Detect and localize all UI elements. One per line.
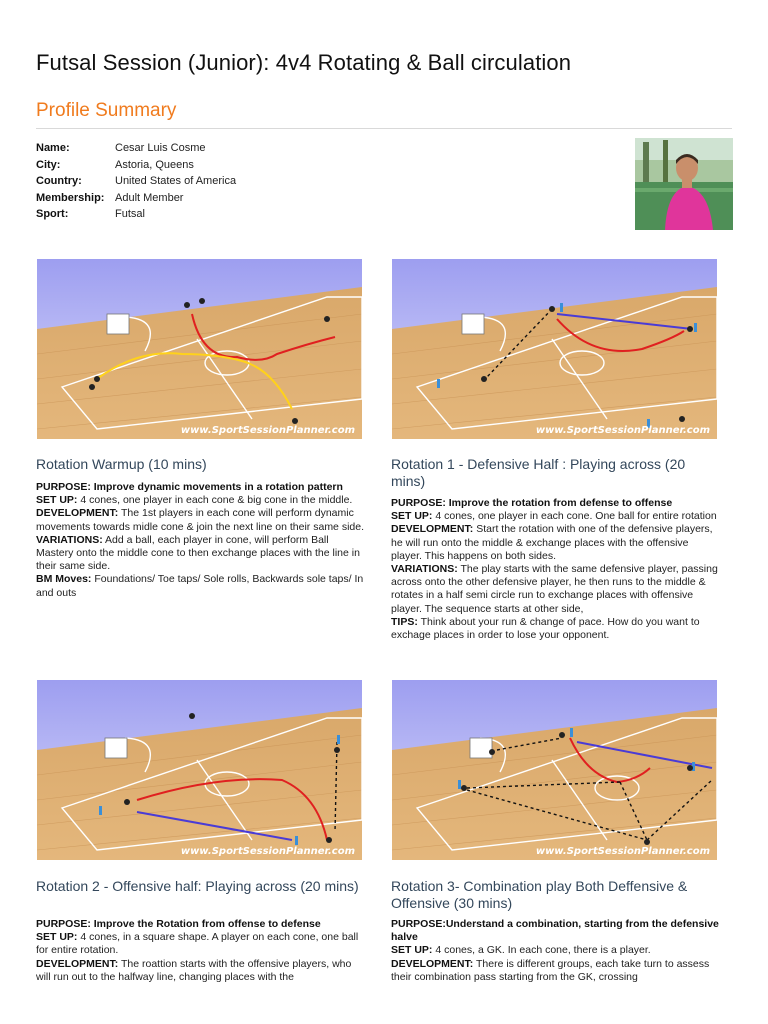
purpose-label: PURPOSE: [391,918,446,930]
setup-label: SET UP: [36,494,78,507]
drill-diagram-rotation-3 [392,680,717,860]
purpose-text: Improve dynamic movements in a rotation pattern [93,481,343,493]
bm-moves-label: BM Moves: [36,573,92,586]
country-value: United States of America [115,175,237,187]
drill-diagram-rotation-1 [392,259,717,439]
watermark: www.SportSessionPlanner.com [180,846,355,857]
drill-description [36,918,366,984]
city-value: Astoria, Queens [115,158,194,171]
development-text: The roattion starts with the offensive players, who will run out to the halfway line, changing places with the [36,957,352,983]
name-label: Name: [36,142,70,154]
variations-label: VARIATIONS: [391,563,458,576]
drill-description [36,481,366,600]
page-title: Futsal Session (Junior): 4v4 Rotating & Ball circulation [36,50,572,75]
divider [36,128,732,129]
setup-text: 4 cones, one player in each cone & big cone in the middle. [80,494,353,507]
setup-text: 4 cones, a GK. In each cone, there is a player. [435,944,651,957]
tips-text: Think about your run & change of pace. How do you want to exchage places in order to lose your opponent. [391,615,700,642]
drill-diagram-rotation-warmup [37,259,362,439]
profile-photo [635,138,733,230]
country-label: Country: [36,175,82,187]
setup-label: SET UP: [391,944,433,957]
sport-value: Futsal [115,208,145,220]
drill-description [391,497,721,642]
membership-label: Membership: [36,191,105,204]
purpose-text: Understand a combination, starting from the defensive halve [391,918,719,944]
development-label: DEVELOPMENT: [391,523,474,536]
development-label: DEVELOPMENT: [36,957,119,970]
purpose-label: PURPOSE: [36,918,91,930]
bm-moves-text: Foundations/ Toe taps/ Sole rolls, Backwards sole taps/ In and outs [36,573,364,599]
setup-text: 4 cones, in a square shape. A player on each cone, one ball for entire rotation. [36,931,359,957]
name-value: Cesar Luis Cosme [115,142,206,154]
development-label: DEVELOPMENT: [36,507,119,520]
variations-text: Add a ball, each player in cone, will perform Ball Mastery onto the middle cone to then exchange places with the line in their same side. [36,533,360,573]
profile-summary-heading: Profile Summary [36,100,177,121]
profile-details [36,140,236,223]
development-text: Start the rotation with one of the defensive players, he will run onto the middle & exchange places with the offensive player. This happens on both sides. [391,523,713,562]
drill-diagram-rotation-2 [37,680,362,860]
purpose-label: PURPOSE: [36,481,91,493]
variations-text: The play starts with the same defensive player, passing across onto the other defensive player, he then runs to the middle & rotates in a half semi circle run to exchange places with offensive player. The sequence starts at other side, [391,563,718,615]
watermark: www.SportSessionPlanner.com [180,425,355,436]
tips-label: TIPS: [391,615,418,628]
drill-title: Rotation 1 - Defensive Half : Playing across (20 mins) [391,456,686,489]
membership-value: Adult Member [115,191,184,204]
drill-title: Rotation 2 - Offensive half: Playing across (20 mins) [36,878,359,894]
drill-title: Rotation 3- Combination play Both Deffensive & Offensive (30 mins) [391,878,688,911]
purpose-text: Improve the rotation from defense to offense [448,497,673,509]
drill-title: Rotation Warmup (10 mins) [36,456,207,472]
city-label: City: [36,158,61,171]
purpose-text: Improve the Rotation from offense to defense [93,918,321,930]
variations-label: VARIATIONS: [36,533,103,546]
purpose-label: PURPOSE: [391,497,446,509]
development-text: The 1st players in each cone will perform dynamic movements towards midle cone & join the next line on their same side. [36,507,364,533]
drill-description [391,918,721,984]
setup-label: SET UP: [36,931,78,944]
watermark: www.SportSessionPlanner.com [535,425,710,436]
development-text: There is different groups, each take turn to assess their combination pass starting from the GK, crossing [391,957,710,983]
watermark: www.SportSessionPlanner.com [535,846,710,857]
sport-label: Sport: [36,208,69,220]
setup-label: SET UP: [391,510,433,523]
setup-text: 4 cones, one player in each cone. One ball for entire rotation [435,510,717,523]
development-label: DEVELOPMENT: [391,957,474,970]
